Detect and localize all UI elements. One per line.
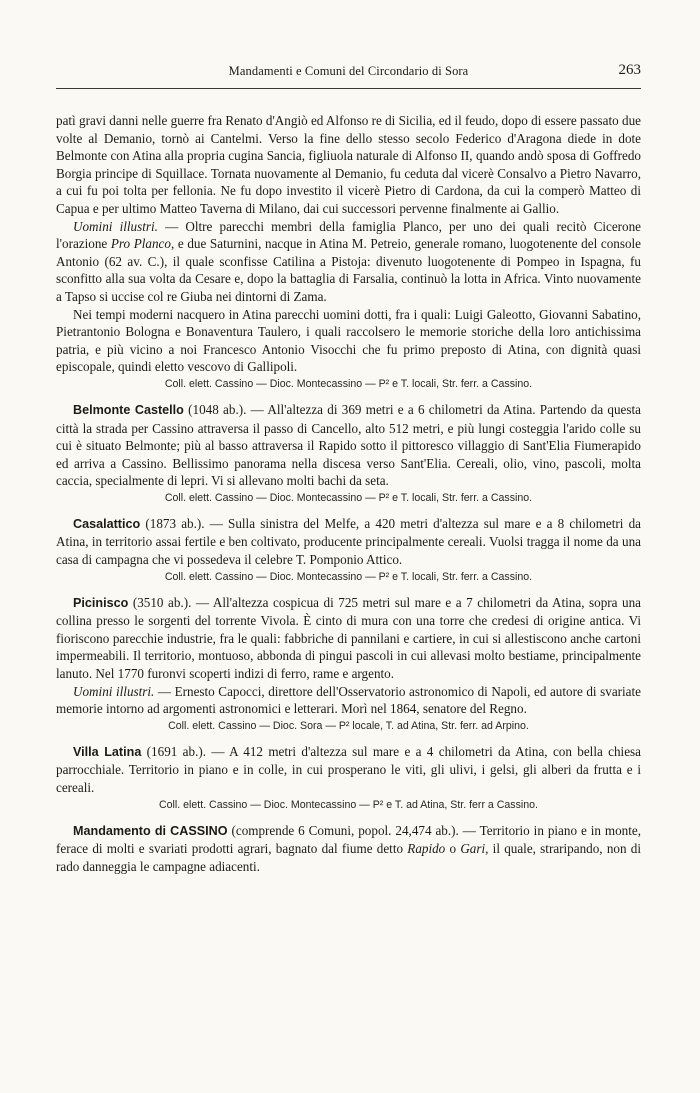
mandamento-head: Mandamento di CASSINO [73,823,228,838]
paragraph-illustrious-atina [56,218,641,306]
paragraph-history: patì gravi danni nelle guerre fra Renato d'Angiò ed Alfonso re di Sicilia, ed il feudo, dopo di essere passato due volte al Demanio, tornò ai Cantelmi. Verso la fine dello stesso secolo Federico d'Aragona diede in dote Belmonte con Atina alla propria cugina Sancia, figliuola naturale di Alfonso II, quando andò sposa di Goffredo Borgia principe di Squillace. Tornata nuovamente al Demanio, fu ceduta dal vicerè Consalvo a Pietro Navarro, a cui fu poi tolta per fellonia. Ne fu dopo investito il vicerè Pietro di Cardona, da cui la comperò Matteo di Capua e per ultimo Matteo Taverna di Milano, dai cui successori pervenne finalmente ai Gallio. [56,113,641,216]
entry-casalattico-text: (1873 ab.). — Sulla sinistra del Melfe, a 420 metri d'altezza sul mare e a 8 chilometri da Atina, in territorio assai fertile e ben coltivato, producente principalmente cereali. Vuolsi tragga il nome da una casa di campagna che vi possedeva il celebre T. Pomponio Attico. [56,515,641,568]
entry-casalattico [56,515,641,569]
entry-casalattico-head: Casalattico [73,516,141,531]
header-rule [56,88,641,89]
river-rapido: Rapido [407,841,446,857]
entry-picinisco-head: Picinisco [73,595,129,610]
note-belmonte: Coll. elett. Cassino — Dioc. Montecassino — P² e T. locali, Str. ferr. a Cassino. [164,491,533,504]
entry-picinisco-text: (3510 ab.). — All'altezza cospicua di 725 metri sul mare e a 7 chilometri da Atina, sopra una collina presso le sorgenti del torrente Vivola. È cinto di mura con una torre che credesi di origine antica. Vi fioriscono parecchie industrie, fra le quali: fabbriche di pannilani e cartiere, in cui si allestiscono anche cartoni impermeabili. Il territorio, montuoso, abbonda di pingui pascoli in cui allevasi molto bestiame, principalmente lanuto. Nel 1770 furonvi scoperti indizi di ferro, rame e argento. [56,594,641,682]
illustrious-text-b: , e due Saturnini, nacque in Atina M. Petreio, generale romano, luogotenente del console Antonio (62 av. C.), il quale sconfisse Catilina a Pistoja: divenuto luogotenente di Pompeo in Ispagna, fu sconfitto alla sua volta da Cesare e, dopo la battaglia di Farsalia, continuò la lotta in Africa. Vinto nuovamente a Tapso si uccise col re Giuba nei dintorni di Zama. [56,236,641,304]
entry-mandamento-cassino [56,822,641,876]
note-casalattico: Coll. elett. Cassino — Dioc. Montecassino — P² e T. locali, Str. ferr. a Cassino. [164,570,533,583]
picinisco-illustrious-label: Uomini illustri. [73,683,155,699]
mandamento-text-b: , il quale, straripando, non di rado danneggia le campagne adiacenti. [56,841,641,874]
page-header [56,62,641,84]
page-number: 263 [618,62,641,78]
entry-belmonte-head: Belmonte Castello [73,402,184,417]
page-body [56,112,641,875]
entry-belmonte-text: (1048 ab.). — All'altezza di 369 metri e a 6 chilometri da Atina. Partendo da questa città la strada per Cassino attraversa il passo di Cancello, alto 512 metri, e più lungi costeggia l'arido colle su cui è situato Belmonte; più al basso attraversa il Rapido sotto il pittoresco villaggio di Sant'Elia Fiumerapido ed arriva a Cassino. Bellissimo panorama nella discesa verso Sant'Elia. Cereali, olio, vino, pascoli, molta caccia, specialmente di lepri. Vi si allevano molti bachi da seta. [56,401,641,489]
illustrious-text-a: — Oltre parecchi membri della famiglia Planco, per uno dei quali recitò Cicerone l'orazione [56,218,642,252]
mandamento-text-a: (comprende 6 Comuni, popol. 24,474 ab.). — Territorio in piano e in monte, ferace di molti e svariati prodotti agrari, bagnato dal fiume detto [56,822,642,857]
mandamento-o: o [445,841,461,857]
entry-villa-latina-text: (1691 ab.). — A 412 metri d'altezza sul mare e a 4 chilometri da Atina, con bella chiesa parrocchiale. Territorio in piano e in colle, in cui prosperano le viti, gli ulivi, i gelsi, gli alberi da frutta e i cereali. [56,743,641,795]
running-title: Mandamenti e Comuni del Circondario di Sora [228,64,469,78]
paragraph-modern-men: Nei tempi moderni nacquero in Atina parecchi uomini dotti, fra i quali: Luigi Galeotto, Giovanni Sabatino, Pietrantonio Bologna e Bonaventura Taulero, i quali raccolsero le memorie storiche della loro antichissima patria, e più vicino a noi Francesco Antonio Visocchi che fu primo preposto di Atina, con dignità quasi episcopale, quindi eletto vescovo di Gallipoli. [56,306,641,375]
entry-villa-latina-head: Villa Latina [73,744,142,759]
note-picinisco: Coll. elett. Cassino — Dioc. Sora — P² locale, T. ad Atina, Str. ferr. ad Arpino. [168,719,529,732]
illustrious-label: Uomini illustri. [73,218,158,234]
pro-planco-title: Pro Planco [110,236,171,252]
river-gari: Gari [460,841,486,857]
paragraph-illustrious-picinisco [56,683,641,718]
note-atina: Coll. elett. Cassino — Dioc. Montecassino — P² e T. locali, Str. ferr. a Cassino. [164,377,533,390]
picinisco-illustrious-text: — Ernesto Capocci, direttore dell'Osservatorio astronomico di Napoli, ed autore di svariate memorie intorno ad argomenti astronomici e letterari. Morì nel 1864, senatore del Regno. [56,683,641,717]
note-villa-latina: Coll. elett. Cassino — Dioc. Montecassino — P² e T. ad Atina, Str. ferr a Cassino. [159,798,538,811]
entry-picinisco [56,594,641,683]
entry-villa-latina [56,743,641,797]
entry-belmonte [56,401,641,490]
